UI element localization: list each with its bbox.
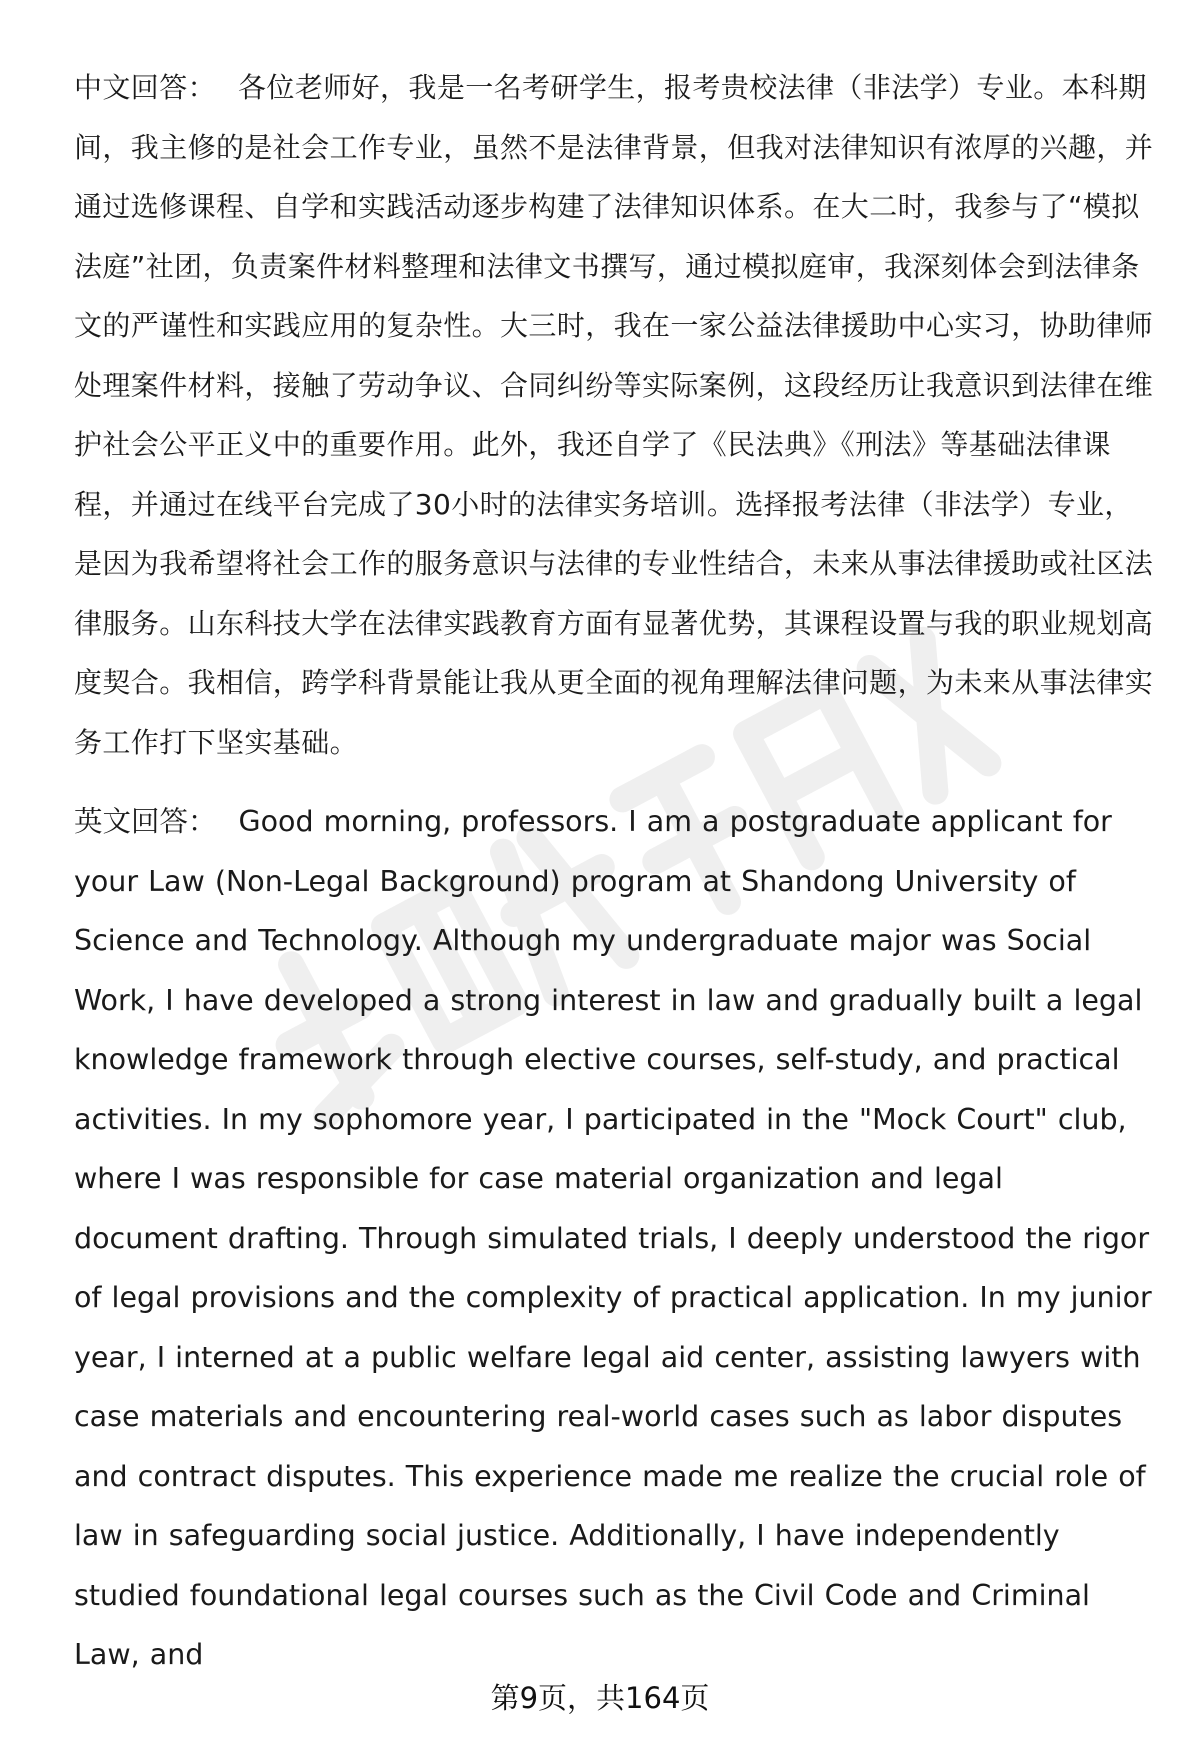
- chinese-answer-paragraph: [74, 58, 1154, 772]
- main-content: [74, 58, 1154, 1685]
- english-answer-paragraph: [74, 792, 1154, 1685]
- page-number-footer: 第9页，共164页: [490, 1681, 710, 1715]
- chinese-answer-text: 各位老师好，我是一名考研学生，报考贵校法律（非法学）专业。本科期间，我主修的是社会工作专业，虽然不是法律背景，但我对法律知识有浓厚的兴趣，并通过选修课程、自学和实践活动逐步构建了法律知识体系。在大二时，我参与了“模拟法庭”社团，负责案件材料整理和法律文书撰写，通过模拟庭审，我深刻体会到法律条文的严谨性和实践应用的复杂性。大三时，我在一家公益法律援助中心实习，协助律师处理案件材料，接触了劳动争议、合同纠纷等实际案例，这段经历让我意识到法律在维护社会公平正义中的重要作用。此外，我还自学了《民法典》《刑法》等基础法律课程，并通过在线平台完成了30小时的法律实务培训。选择报考法律（非法学）专业，是因为我希望将社会工作的服务意识与法律的专业性结合，未来从事法律援助或社区法律服务。山东科技大学在法律实践教育方面有显著优势，其课程设置与我的职业规划高度契合。我相信，跨学科背景能让我从更全面的视角理解法律问题，为未来从事法律实务工作打下坚实基础。: [74, 71, 1154, 759]
- english-answer-label: 英文回答：: [74, 805, 217, 838]
- chinese-answer-label: 中文回答：: [74, 71, 217, 104]
- english-answer-text: Good morning, professors. I am a postgraduate applicant for your Law (Non-Legal Background) program at Shandong University of Science and Technology. Although my undergraduate major was Social Work, I have developed a strong interest in law and gradually built a legal knowledge framework through elective courses, self-study, and practical activities. In my sophomore year, I participated in the "Mock Court" club, where I was responsible for case material organization and legal document drafting. Through simulated trials, I deeply understood the rigor of legal provisions and the complexity of practical application. In my junior year, I interned at a public welfare legal aid center, assisting lawyers with case materials and encountering real-world cases such as labor disputes and contract disputes. This experience made me realize the crucial role of law in safeguarding social justice. Additionally, I have independently studied foundational legal courses such as the Civil Code and Criminal Law, and: [74, 805, 1152, 1671]
